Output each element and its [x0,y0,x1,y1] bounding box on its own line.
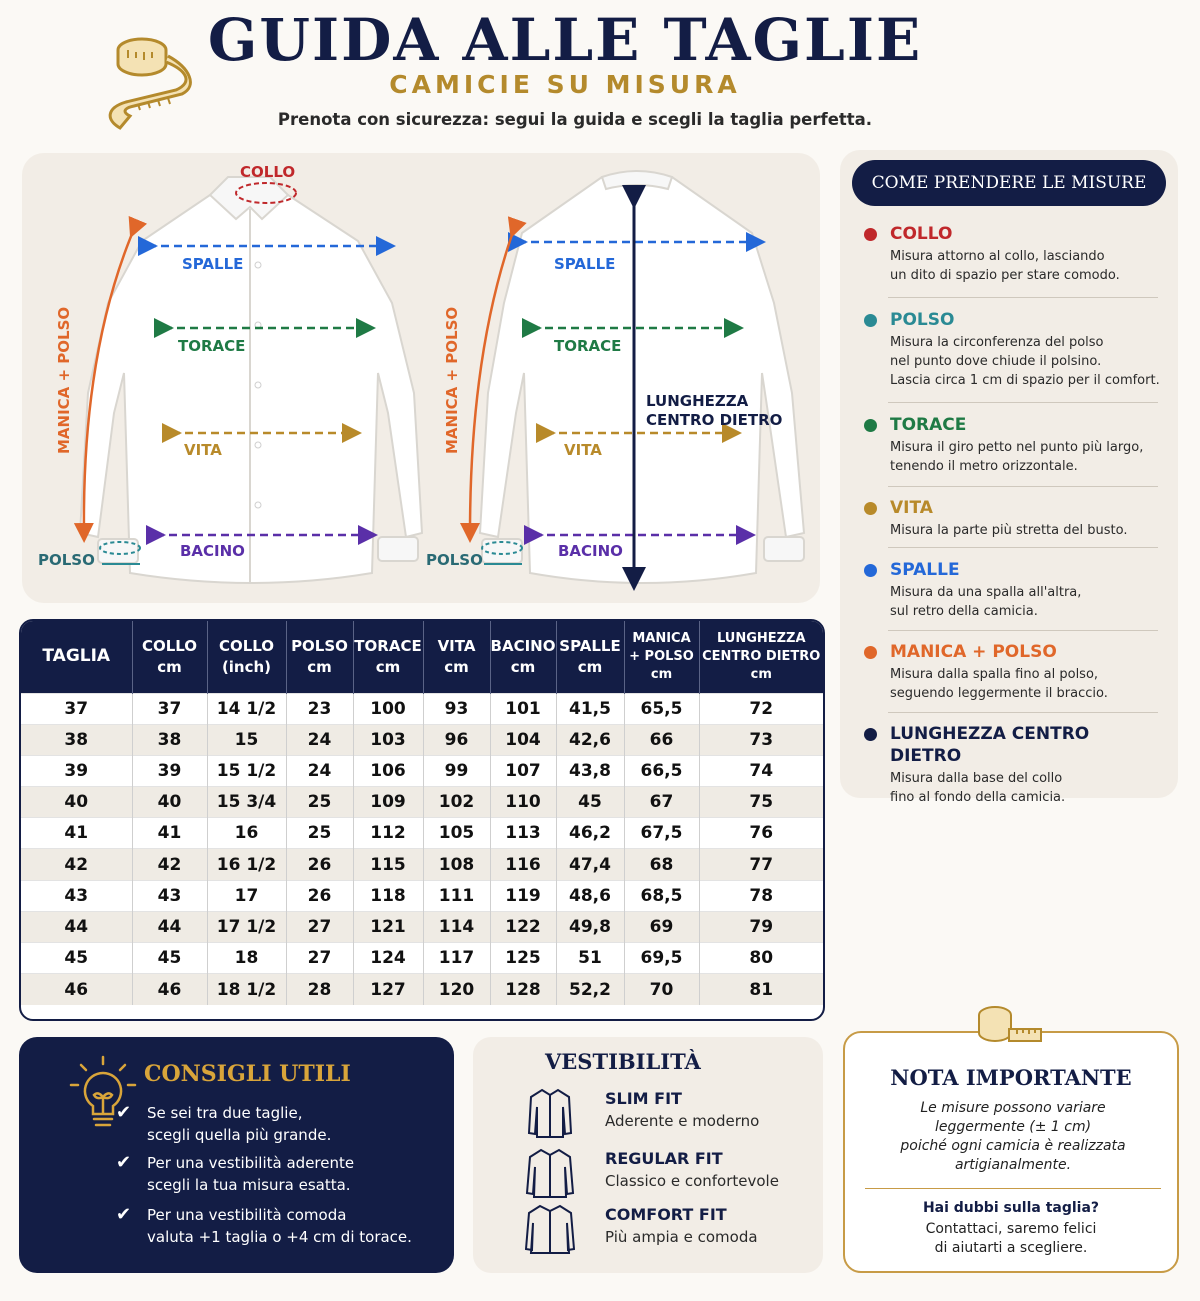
size-table-container [19,619,825,1021]
column-header: COLLO cm [132,621,207,693]
table-cell: 117 [423,943,490,974]
fit-name: REGULAR FIT [605,1149,723,1168]
table-cell: 118 [353,880,423,911]
how-to-measure-panel [840,150,1178,805]
table-cell: 15 [207,724,286,755]
slim-shirt-icon [525,1087,575,1139]
table-cell: 47,4 [556,849,624,880]
table-row [21,943,823,974]
measure-item-collo [860,223,1160,285]
column-header: POLSO cm [286,621,353,693]
table-cell: 106 [353,755,423,786]
table-cell: 67 [624,787,699,818]
front-manica-label: MANICA + POLSO [55,306,73,454]
polso-dot-icon [864,314,877,327]
measure-item-title: COLLO [890,224,953,244]
table-cell: 127 [353,974,423,1005]
fit-desc: Classico e confortevole [605,1172,779,1190]
table-cell: 52,2 [556,974,624,1005]
table-cell: 51 [556,943,624,974]
table-cell: 26 [286,880,353,911]
table-cell: 23 [286,693,353,724]
spalle-dot-icon [864,564,877,577]
collo-dot-icon [864,228,877,241]
table-row [21,724,823,755]
table-row [21,755,823,786]
table-row [21,787,823,818]
table-cell: 76 [699,818,823,849]
table-cell: 69 [624,911,699,942]
measure-item-polso [860,309,1160,390]
table-cell: 105 [423,818,490,849]
check-icon: ✔ [116,1102,132,1123]
table-cell: 65,5 [624,693,699,724]
table-cell: 74 [699,755,823,786]
table-row [21,911,823,942]
back-vita-label: VITA [564,441,602,459]
table-cell: 119 [490,880,556,911]
divider [888,297,1158,298]
fit-desc: Più ampia e comoda [605,1228,758,1246]
table-cell: 42,6 [556,724,624,755]
table-cell: 45 [21,943,132,974]
table-cell: 73 [699,724,823,755]
table-cell: 16 1/2 [207,849,286,880]
table-cell: 45 [556,787,624,818]
front-vita-label: VITA [184,441,222,459]
table-cell: 93 [423,693,490,724]
table-cell: 27 [286,911,353,942]
table-cell: 40 [21,787,132,818]
vita-dot-icon [864,502,877,515]
table-cell: 124 [353,943,423,974]
table-cell: 66,5 [624,755,699,786]
fit-name: COMFORT FIT [605,1205,727,1224]
measure-item-title: VITA [890,498,933,518]
comfort-shirt-icon [525,1203,575,1255]
table-row [21,880,823,911]
page-subtitle: CAMICIE SU MISURA [389,70,741,99]
table-cell: 107 [490,755,556,786]
front-spalle-label: SPALLE [182,255,244,273]
back-polso-label: POLSO [426,551,483,569]
measure-item-spalle [860,559,1160,621]
table-cell: 79 [699,911,823,942]
table-cell: 115 [353,849,423,880]
tip-item: ✔ Per una vestibilità comoda valuta +1 taglia o +4 cm di torace. [116,1204,412,1246]
column-header: TORACE cm [353,621,423,693]
table-cell: 18 [207,943,286,974]
divider [865,1188,1161,1189]
tips-title: CONSIGLI UTILI [144,1061,351,1087]
table-row [21,849,823,880]
table-cell: 69,5 [624,943,699,974]
divider [888,630,1158,631]
divider [888,486,1158,487]
divider [888,402,1158,403]
table-cell: 101 [490,693,556,724]
table-cell: 15 1/2 [207,755,286,786]
column-header: COLLO (inch) [207,621,286,693]
table-cell: 78 [699,880,823,911]
measure-item-title: LUNGHEZZA CENTRO DIETRO [890,724,1090,766]
measure-item-desc: Lascia circa 1 cm di spazio per il comfort. [890,373,1160,388]
measure-item-torace [860,414,1160,476]
back-bacino-label: BACINO [558,542,623,560]
table-cell: 108 [423,849,490,880]
fit-name: SLIM FIT [605,1089,682,1108]
tip-item: ✔ Per una vestibilità aderente scegli la tua misura esatta. [116,1152,355,1194]
measure-item-title: TORACE [890,415,967,435]
table-cell: 14 1/2 [207,693,286,724]
column-header: SPALLE cm [556,621,624,693]
table-cell: 41,5 [556,693,624,724]
table-cell: 125 [490,943,556,974]
table-cell: 24 [286,755,353,786]
table-cell: 81 [699,974,823,1005]
measure-item-manica [860,641,1160,703]
measure-item-desc: Misura dalla base del collo [890,771,1063,786]
table-cell: 66 [624,724,699,755]
table-cell: 75 [699,787,823,818]
table-cell: 17 [207,880,286,911]
measure-item-desc: Misura attorno al collo, lasciando [890,249,1105,264]
how-to-measure-header: COME PRENDERE LE MISURE [852,160,1166,206]
back-lunghezza-label-line1: LUNGHEZZA [646,392,749,410]
measure-item-desc: tenendo il metro orizzontale. [890,459,1078,474]
table-cell: 121 [353,911,423,942]
table-cell: 122 [490,911,556,942]
table-cell: 28 [286,974,353,1005]
column-header: TAGLIA [21,621,132,693]
table-cell: 18 1/2 [207,974,286,1005]
measuring-tape-icon [965,1001,1045,1051]
table-cell: 113 [490,818,556,849]
important-note-panel [843,1031,1179,1273]
size-table [21,621,823,1005]
measure-item-title: POLSO [890,310,955,330]
front-polso-label: POLSO [38,551,95,569]
torace-dot-icon [864,419,877,432]
table-cell: 27 [286,943,353,974]
shirt-diagram-panel [22,153,820,603]
measure-item-desc: seguendo leggermente il braccio. [890,686,1108,701]
tip-item: ✔ Se sei tra due taglie, scegli quella più grande. [116,1102,332,1144]
table-cell: 68 [624,849,699,880]
column-header: VITA cm [423,621,490,693]
column-header: MANICA + POLSO cm [624,621,699,693]
fit-desc: Aderente e moderno [605,1112,760,1130]
table-cell: 41 [132,818,207,849]
table-cell: 48,6 [556,880,624,911]
table-cell: 100 [353,693,423,724]
table-cell: 25 [286,818,353,849]
lunghezza-dot-icon [864,728,877,741]
table-cell: 37 [132,693,207,724]
fit-panel [473,1037,823,1273]
table-header-row [21,621,823,693]
front-torace-label: TORACE [178,337,246,355]
table-cell: 46 [21,974,132,1005]
table-cell: 72 [699,693,823,724]
table-cell: 114 [423,911,490,942]
divider [888,712,1158,713]
check-icon: ✔ [116,1152,132,1173]
back-shirt [480,171,804,583]
table-cell: 44 [21,911,132,942]
table-cell: 39 [132,755,207,786]
column-header: BACINO cm [490,621,556,693]
table-cell: 17 1/2 [207,911,286,942]
table-cell: 42 [21,849,132,880]
table-cell: 43 [21,880,132,911]
table-cell: 41 [21,818,132,849]
table-cell: 80 [699,943,823,974]
table-cell: 120 [423,974,490,1005]
table-cell: 38 [132,724,207,755]
table-cell: 116 [490,849,556,880]
note-body: Le misure possono variare leggermente (± 1 cm) poiché ogni camicia è realizzata artigianalmente. [900,1100,1126,1173]
tips-panel [19,1037,454,1273]
table-cell: 24 [286,724,353,755]
table-cell: 110 [490,787,556,818]
table-cell: 67,5 [624,818,699,849]
table-cell: 43 [132,880,207,911]
table-cell: 102 [423,787,490,818]
measure-item-desc: Misura il giro petto nel punto più largo, [890,440,1144,455]
measuring-tape-icon [86,30,198,134]
table-cell: 112 [353,818,423,849]
table-cell: 111 [423,880,490,911]
table-cell: 77 [699,849,823,880]
table-cell: 40 [132,787,207,818]
divider [888,547,1158,548]
column-header: LUNGHEZZA CENTRO DIETRO cm [699,621,823,693]
table-cell: 25 [286,787,353,818]
front-collo-label: COLLO [240,163,296,181]
table-cell: 44 [132,911,207,942]
table-row [21,818,823,849]
measure-item-desc: Misura da una spalla all'altra, [890,585,1082,600]
back-spalle-label: SPALLE [554,255,616,273]
table-cell: 38 [21,724,132,755]
table-cell: 96 [423,724,490,755]
table-cell: 42 [132,849,207,880]
table-cell: 39 [21,755,132,786]
back-lunghezza-label-line2: CENTRO DIETRO [646,411,783,429]
table-cell: 109 [353,787,423,818]
table-cell: 46,2 [556,818,624,849]
table-cell: 37 [21,693,132,724]
note-contact: Contattaci, saremo felici di aiutarti a scegliere. [925,1221,1097,1256]
measure-item-desc: fino al fondo della camicia. [890,790,1066,805]
table-row [21,974,823,1005]
table-cell: 128 [490,974,556,1005]
table-cell: 15 3/4 [207,787,286,818]
measure-item-desc: un dito di spazio per stare comodo. [890,268,1120,283]
page-title: GUIDA ALLE TAGLIE [207,6,923,74]
manica-dot-icon [864,646,877,659]
note-question: Hai dubbi sulla taglia? [922,1200,1100,1216]
table-cell: 70 [624,974,699,1005]
table-cell: 68,5 [624,880,699,911]
measure-item-lunghezza [860,723,1160,807]
measure-item-desc: sul retro della camicia. [890,604,1038,619]
lightbulb-icon [67,1053,139,1137]
measure-item-desc: Misura la circonferenza del polso [890,335,1104,350]
table-row [21,693,823,724]
back-torace-label: TORACE [554,337,622,355]
measure-item-title: MANICA + POLSO [890,642,1057,662]
measure-item-desc: nel punto dove chiude il polsino. [890,354,1102,369]
shirt-diagram-illustration [22,153,820,603]
check-icon: ✔ [116,1204,132,1225]
table-cell: 103 [353,724,423,755]
measure-item-desc: Misura dalla spalla fino al polso, [890,667,1099,682]
table-cell: 99 [423,755,490,786]
front-bacino-label: BACINO [180,542,245,560]
table-cell: 49,8 [556,911,624,942]
page-tagline: Prenota con sicurezza: segui la guida e scegli la taglia perfetta. [277,110,873,129]
table-cell: 43,8 [556,755,624,786]
table-cell: 46 [132,974,207,1005]
measure-item-vita [860,497,1160,540]
measure-item-desc: Misura la parte più stretta del busto. [890,523,1128,538]
table-cell: 26 [286,849,353,880]
table-cell: 104 [490,724,556,755]
back-manica-label: MANICA + POLSO [443,306,461,454]
table-cell: 16 [207,818,286,849]
table-cell: 45 [132,943,207,974]
note-title: NOTA IMPORTANTE [890,1065,1132,1090]
measure-item-title: SPALLE [890,560,960,580]
regular-shirt-icon [525,1147,575,1199]
fit-title: VESTIBILITÀ [545,1049,701,1074]
